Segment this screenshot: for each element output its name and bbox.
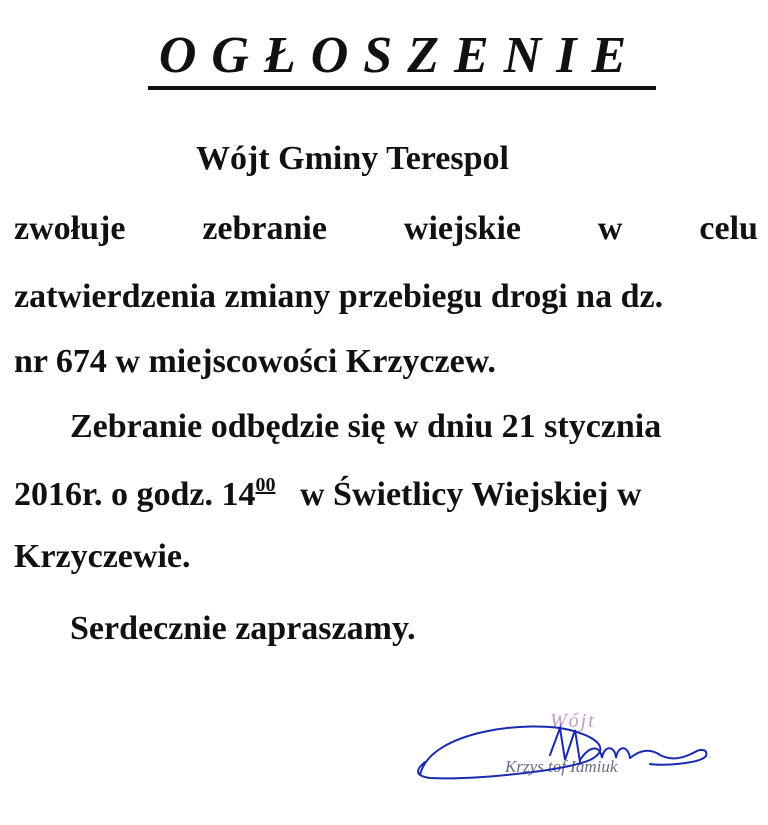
body-line-4: Zebranie odbędzie się w dniu 21 stycznia (70, 408, 662, 445)
word-zebranie: zebranie (202, 210, 327, 247)
word-wiejskie: wiejskie (403, 210, 521, 247)
word-zwoluje: zwołuje (14, 210, 126, 247)
closing-line: Serdecznie zapraszamy. (70, 610, 416, 647)
venue-text: w Świetlicy Wiejskiej w (299, 476, 642, 513)
body-line-1 (14, 212, 758, 246)
author-line: Wójt Gminy Terespol (196, 140, 509, 177)
word-w: w (597, 210, 623, 247)
word-celu: celu (699, 210, 758, 247)
signature (410, 700, 720, 810)
date-time-text: 2016r. o godz. 14 (14, 476, 256, 513)
body-line-3: nr 674 w miejscowości Krzyczew. (14, 343, 496, 380)
signature-scribble-icon (410, 700, 720, 810)
title-underline (148, 86, 656, 90)
stamp-name: Krzys tof Iamiuk (505, 757, 618, 776)
stamp-title: Wójt (550, 710, 596, 732)
body-line-6: Krzyczewie. (14, 538, 191, 575)
time-minutes: 00 (255, 474, 276, 496)
body-line-2: zatwierdzenia zmiany przebiegu drogi na dz. (14, 278, 664, 315)
body-line-5 (14, 475, 642, 512)
notice-title: OGŁOSZENIE (158, 27, 642, 84)
